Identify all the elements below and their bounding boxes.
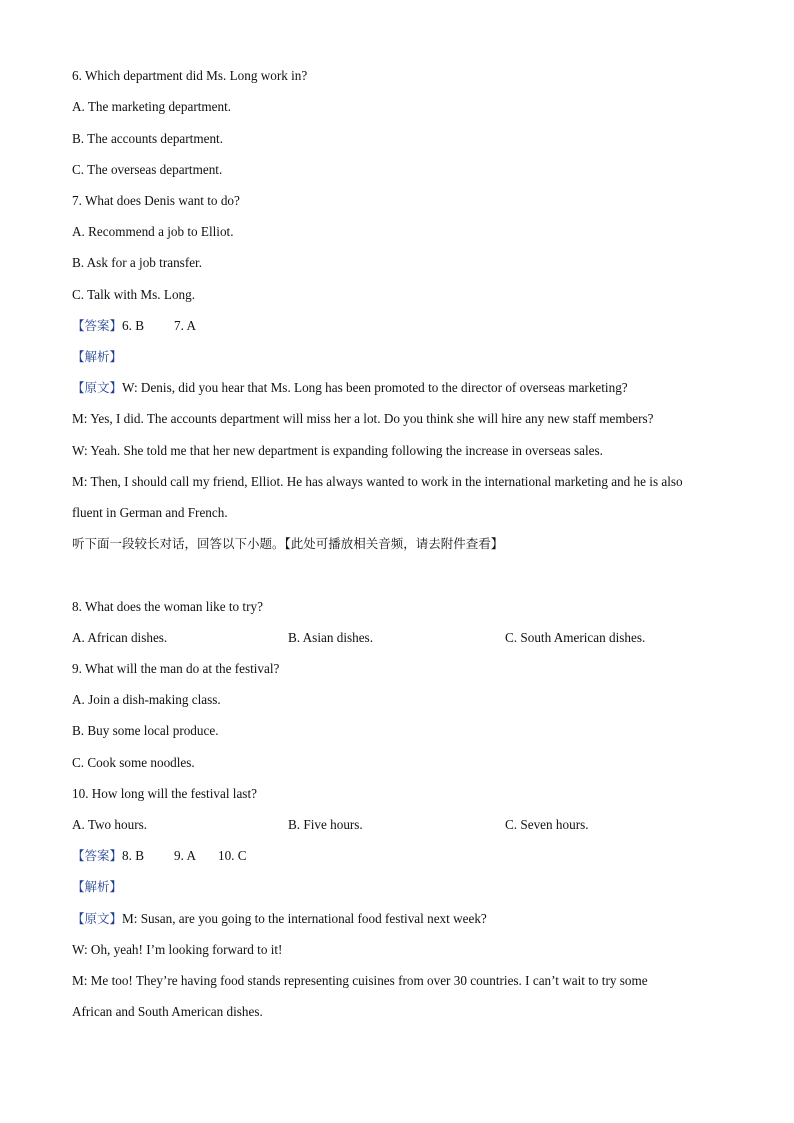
question-8-option-c: C. South American dishes. xyxy=(505,630,646,645)
answer-tag-2: 【答案】 xyxy=(72,848,123,863)
transcript-1-line-4: M: Then, I should call my friend, Elliot. He has always wanted to work in the international marketing and he is also xyxy=(72,474,683,489)
transcript-2-line-1 xyxy=(72,911,487,927)
question-9-option-b: B. Buy some local produce. xyxy=(72,723,219,738)
question-6-stem: 6. Which department did Ms. Long work in? xyxy=(72,68,308,83)
question-7-option-c: C. Talk with Ms. Long. xyxy=(72,287,196,302)
transcript-1-text: W: Denis, did you hear that Ms. Long has been promoted to the director of overseas marketing? xyxy=(122,380,628,395)
listening-instruction: 听下面一段较长对话，回答以下小题。【此处可播放相关音频，请去附件查看】 xyxy=(72,536,504,551)
transcript-tag-2: 【原文】 xyxy=(72,911,123,926)
question-8-options xyxy=(72,630,722,646)
analysis-row-1 xyxy=(72,349,122,365)
answer-row-2 xyxy=(72,848,247,864)
question-9-option-a: A. Join a dish-making class. xyxy=(72,692,221,707)
answer-tag: 【答案】 xyxy=(72,318,123,333)
question-8-option-b: B. Asian dishes. xyxy=(288,630,373,645)
question-8-stem: 8. What does the woman like to try? xyxy=(72,599,263,614)
question-7-option-b: B. Ask for a job transfer. xyxy=(72,255,203,270)
transcript-1-line-1 xyxy=(72,380,628,396)
question-10-option-a: A. Two hours. xyxy=(72,817,148,832)
question-7-stem: 7. What does Denis want to do? xyxy=(72,193,240,208)
question-8-option-a: A. African dishes. xyxy=(72,630,168,645)
analysis-tag: 【解析】 xyxy=(72,349,123,364)
transcript-2-line-2: W: Oh, yeah! I’m looking forward to it! xyxy=(72,942,283,957)
transcript-1-line-5: fluent in German and French. xyxy=(72,505,228,520)
transcript-2-line-4: African and South American dishes. xyxy=(72,1004,263,1019)
analysis-row-2 xyxy=(72,879,122,895)
question-9-stem: 9. What will the man do at the festival? xyxy=(72,661,280,676)
question-10-options xyxy=(72,817,722,833)
answer-row-1 xyxy=(72,318,196,334)
analysis-tag-2: 【解析】 xyxy=(72,879,123,894)
question-6-option-c: C. The overseas department. xyxy=(72,162,223,177)
question-10-stem: 10. How long will the festival last? xyxy=(72,786,257,801)
transcript-2-text: M: Susan, are you going to the international food festival next week? xyxy=(122,911,487,926)
answer-9: 9. A xyxy=(174,848,196,863)
answer-7: 7. A xyxy=(174,318,196,333)
question-10-option-c: C. Seven hours. xyxy=(505,817,589,832)
transcript-tag: 【原文】 xyxy=(72,380,123,395)
question-10-option-b: B. Five hours. xyxy=(288,817,363,832)
transcript-1-line-3: W: Yeah. She told me that her new department is expanding following the increase in overseas sales. xyxy=(72,443,603,458)
question-7-option-a: A. Recommend a job to Elliot. xyxy=(72,224,234,239)
transcript-1-line-2: M: Yes, I did. The accounts department will miss her a lot. Do you think she will hire any new staff members? xyxy=(72,411,654,426)
answer-6: 6. B xyxy=(122,318,144,333)
transcript-2-line-3: M: Me too! They’re having food stands representing cuisines from over 30 countries. I can’t wait to try some xyxy=(72,973,648,988)
answer-10: 10. C xyxy=(217,848,247,863)
question-9-option-c: C. Cook some noodles. xyxy=(72,755,195,770)
question-6-option-a: A. The marketing department. xyxy=(72,99,232,114)
question-6-option-b: B. The accounts department. xyxy=(72,131,223,146)
answer-8: 8. B xyxy=(122,848,144,863)
